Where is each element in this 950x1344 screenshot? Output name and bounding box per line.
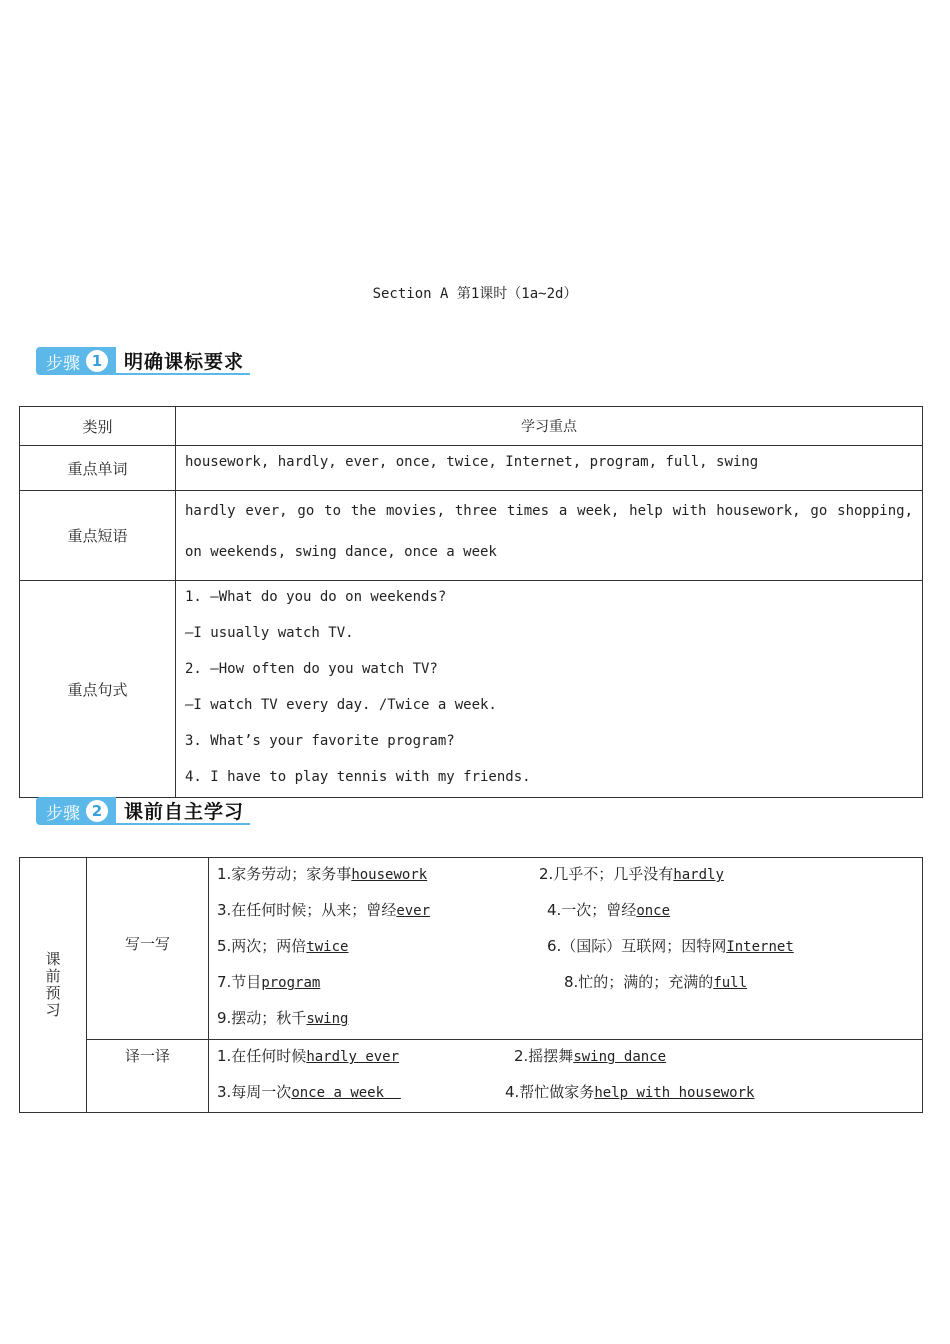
item-prompt: 1.家务劳动；家务事 xyxy=(217,865,352,883)
item-prompt: 7.节目 xyxy=(217,973,262,991)
step-1-banner xyxy=(36,347,250,375)
write-line xyxy=(209,930,922,966)
step-2-banner xyxy=(36,797,250,825)
row-line: —I usually watch TV. xyxy=(185,625,354,641)
item-answer: program xyxy=(261,975,321,991)
page-title: Section A 第1课时（1a~2d） xyxy=(372,286,578,302)
row-line: 1. —What do you do on weekends? xyxy=(185,589,447,605)
curriculum-table xyxy=(19,406,923,798)
step-1-number: 1 xyxy=(86,350,108,372)
row-category: 重点单词 xyxy=(20,446,176,491)
table-row xyxy=(20,446,923,491)
step-1-tag xyxy=(36,347,116,375)
section-label-cell xyxy=(20,858,87,1113)
header-category: 类别 xyxy=(20,407,176,446)
item-answer: full xyxy=(713,975,748,991)
write-item xyxy=(564,971,747,992)
item-prompt: 4.一次；曾经 xyxy=(547,901,637,919)
row-line: 3. What’s your favorite program? xyxy=(185,733,455,749)
item-prompt: 8.忙的；满的；充满的 xyxy=(564,973,714,991)
translate-item xyxy=(217,1045,399,1066)
write-line xyxy=(209,1002,922,1038)
item-prompt: 1.在任何时候 xyxy=(217,1047,307,1065)
translate-content xyxy=(209,1040,923,1113)
item-prompt: 2.几乎不；几乎没有 xyxy=(539,865,674,883)
item-answer: swing xyxy=(306,1011,349,1027)
step-2-label: 课前自主学习 xyxy=(116,797,250,825)
row-content xyxy=(176,446,923,491)
write-item xyxy=(217,1007,348,1028)
item-answer: swing dance xyxy=(573,1049,667,1065)
item-answer: hardly xyxy=(673,867,724,883)
table-header-row xyxy=(20,407,923,446)
row-content xyxy=(176,491,923,581)
translate-item xyxy=(217,1081,401,1102)
item-answer: once xyxy=(636,903,671,919)
section-label: 课前预习 xyxy=(45,950,61,1019)
item-prompt: 2.摇摆舞 xyxy=(514,1047,574,1065)
row-line: —I watch TV every day. /Twice a week. xyxy=(185,697,497,713)
row-category: 重点短语 xyxy=(20,491,176,581)
row-line: 4. I have to play tennis with my friends. xyxy=(185,769,531,785)
translate-line xyxy=(209,1040,922,1076)
table-row xyxy=(20,581,923,798)
translate-row xyxy=(20,1040,923,1113)
table-row xyxy=(20,491,923,581)
write-content xyxy=(209,858,923,1040)
header-focus: 学习重点 xyxy=(176,407,923,446)
step-2-number: 2 xyxy=(86,800,108,822)
write-item xyxy=(217,935,348,956)
row-line: hardly ever, go to the movies, three times a week, help with housework, go shopping, on weekends, swing dance, once a week xyxy=(185,503,913,560)
write-item xyxy=(547,899,670,920)
translate-item xyxy=(505,1081,754,1102)
item-prompt: 5.两次；两倍 xyxy=(217,937,307,955)
preview-table xyxy=(19,857,923,1113)
item-answer: hardly ever xyxy=(306,1049,400,1065)
item-answer: help with housework xyxy=(594,1085,755,1101)
write-item xyxy=(217,899,430,920)
step-2-prefix: 步骤 xyxy=(46,803,80,824)
write-row xyxy=(20,858,923,1040)
translate-item xyxy=(514,1045,666,1066)
step-1-prefix: 步骤 xyxy=(46,353,80,374)
item-answer: twice xyxy=(306,939,349,955)
item-prompt: 4.帮忙做家务 xyxy=(505,1083,595,1101)
translate-label: 译一译 xyxy=(87,1040,209,1113)
write-item xyxy=(547,935,794,956)
item-answer: once a week xyxy=(291,1085,401,1101)
write-item xyxy=(539,863,724,884)
write-line xyxy=(209,894,922,930)
write-label: 写一写 xyxy=(87,858,209,1040)
step-2-tag xyxy=(36,797,116,825)
row-line: housework, hardly, ever, once, twice, Internet, program, full, swing xyxy=(185,454,759,470)
step-1-label: 明确课标要求 xyxy=(116,347,250,375)
item-answer: housework xyxy=(351,867,428,883)
write-line xyxy=(209,966,922,1002)
row-category: 重点句式 xyxy=(20,581,176,798)
item-prompt: 3.每周一次 xyxy=(217,1083,292,1101)
item-answer: ever xyxy=(396,903,431,919)
write-line xyxy=(209,858,922,894)
write-item xyxy=(217,863,427,884)
item-prompt: 9.摆动；秋千 xyxy=(217,1009,307,1027)
translate-line xyxy=(209,1076,922,1112)
item-prompt: 3.在任何时候；从来；曾经 xyxy=(217,901,397,919)
item-prompt: 6.（国际）互联网；因特网 xyxy=(547,937,727,955)
item-answer: Internet xyxy=(726,939,794,955)
row-content xyxy=(176,581,923,798)
row-line: 2. —How often do you watch TV? xyxy=(185,661,438,677)
write-item xyxy=(217,971,320,992)
